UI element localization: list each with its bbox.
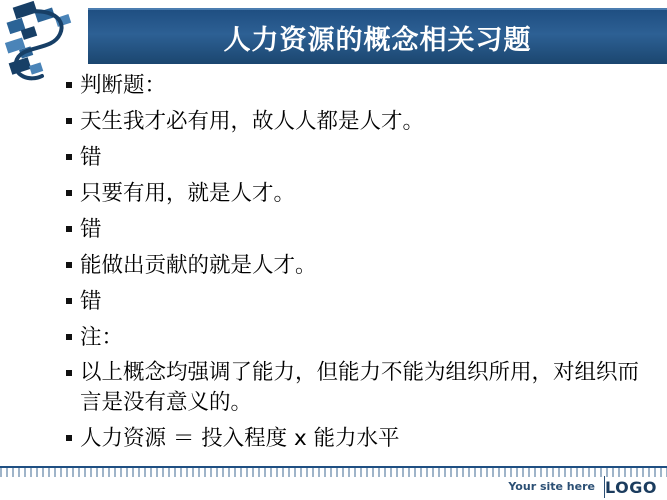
page-title: 人力资源的概念相关习题 <box>223 24 532 56</box>
list-item-label: 错 <box>80 217 102 242</box>
list-item <box>60 250 660 281</box>
list-item <box>60 70 660 101</box>
list-item-label: 只要有用，就是人才。 <box>80 181 296 206</box>
list-item <box>60 423 660 454</box>
footer-logo: LOGO <box>605 478 657 497</box>
bullet-square-icon <box>60 250 80 268</box>
slide-title-bar <box>88 8 667 64</box>
list-item <box>60 106 660 137</box>
bullet-square-icon <box>60 358 80 376</box>
bullet-square-icon <box>60 214 80 232</box>
footer-tick-pattern <box>0 468 667 477</box>
list-item <box>60 214 660 245</box>
list-item-label: 能做出贡献的就是人才。 <box>80 253 317 278</box>
bullet-square-icon <box>60 286 80 304</box>
list-item <box>60 178 660 209</box>
footer-site-text: Your site here <box>508 480 595 493</box>
bullet-square-icon <box>60 322 80 340</box>
list-item <box>60 142 660 173</box>
list-item-label: 人力资源 ＝ 投入程度 x 能力水平 <box>80 426 400 451</box>
list-item-label: 错 <box>80 289 102 314</box>
list-item <box>60 358 660 418</box>
list-item-label: 天生我才必有用，故人人都是人才。 <box>80 109 425 134</box>
list-item-label: 判断题： <box>80 73 167 98</box>
list-item-label: 注： <box>80 325 124 350</box>
list-item <box>60 286 660 317</box>
bullet-square-icon <box>60 423 80 441</box>
bullet-square-icon <box>60 178 80 196</box>
bullet-square-icon <box>60 106 80 124</box>
bullet-square-icon <box>60 142 80 160</box>
list-item-label: 以上概念均强调了能力，但能力不能为组织所用，对组织而言是没有意义的。 <box>80 360 640 415</box>
bullet-square-icon <box>60 70 80 88</box>
list-item-label: 错 <box>80 145 102 170</box>
slide-footer <box>0 466 667 500</box>
slide-body <box>60 70 660 459</box>
list-item <box>60 322 660 353</box>
